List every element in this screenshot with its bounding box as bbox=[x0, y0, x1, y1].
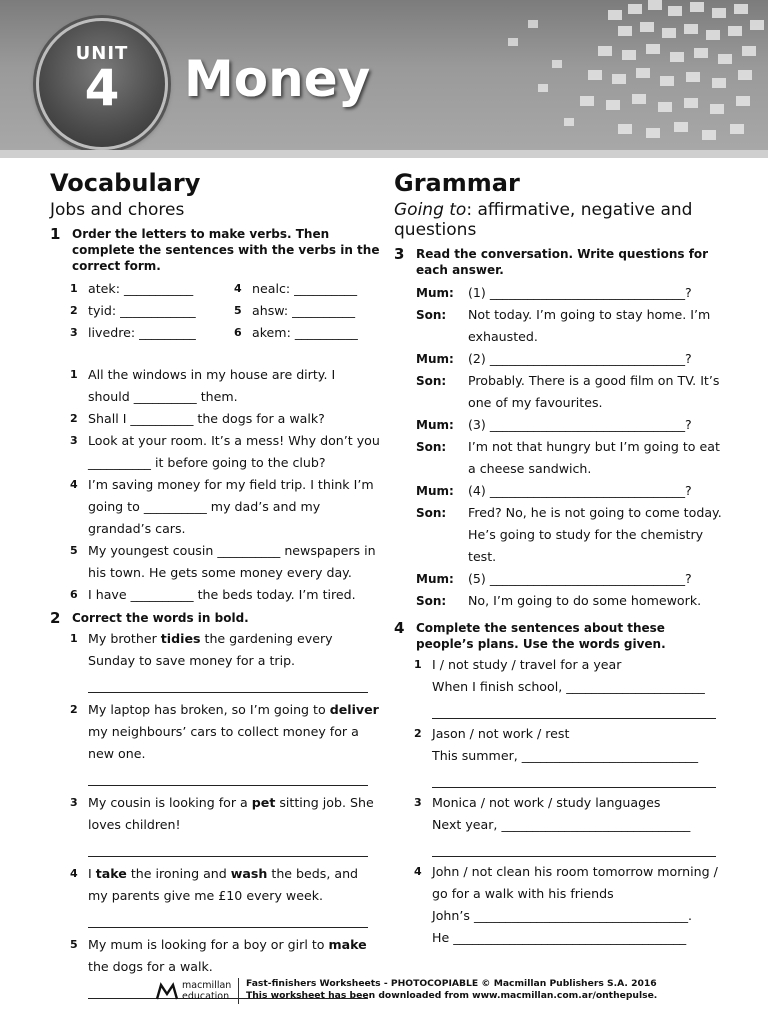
item-number: 5 bbox=[70, 938, 78, 951]
grammar-subtitle bbox=[394, 200, 724, 240]
macmillan-logo-icon bbox=[156, 982, 178, 1000]
anagram-item bbox=[70, 300, 234, 322]
anagram-item bbox=[70, 278, 234, 300]
anagram-text: atek: ___________ bbox=[88, 281, 194, 296]
logo-wordmark bbox=[182, 980, 231, 1002]
text-part: My cousin is looking for a bbox=[88, 795, 252, 810]
exercise-1-heading bbox=[50, 226, 380, 274]
text-part: the ironing and bbox=[126, 866, 231, 881]
plan-sentence-start: This summer, ____________________________ bbox=[432, 748, 699, 763]
unit-badge bbox=[36, 18, 168, 150]
download-line: This worksheet has been downloaded from www.macmillan.com.ar/onthepulse. bbox=[246, 990, 658, 1001]
item-number: 4 bbox=[414, 865, 422, 878]
plan-sentence-start: He _____________________________________ bbox=[432, 930, 687, 945]
dialog-line: (5) _______________________________? bbox=[468, 571, 692, 586]
text-part: My laptop has broken, so I’m going to bbox=[88, 702, 330, 717]
answer-line bbox=[432, 836, 716, 857]
mosaic-decoration bbox=[468, 0, 768, 152]
sentence-text: Shall I __________ the dogs for a walk? bbox=[88, 411, 325, 426]
bold-word: make bbox=[328, 937, 367, 952]
dialog-line: No, I’m going to do some homework. bbox=[468, 593, 702, 608]
correction-item bbox=[50, 792, 380, 836]
copyright-line: Fast-finishers Worksheets - PHOTOCOPIABLE © Macmillan Publishers S.A. 2016 bbox=[246, 978, 657, 989]
anagram-item bbox=[70, 322, 234, 344]
exercise-instruction: Correct the words in bold. bbox=[72, 611, 249, 625]
vocabulary-title: Vocabulary bbox=[50, 169, 201, 197]
item-number: 1 bbox=[70, 368, 78, 381]
item-number: 1 bbox=[70, 632, 78, 645]
anagram-item bbox=[234, 278, 384, 300]
exercise-3-heading bbox=[394, 246, 724, 278]
plan-cue: Monica / not work / study languages bbox=[432, 795, 661, 810]
text-part: the beds, and my parents give me £10 every week. bbox=[88, 866, 359, 903]
anagram-text: ahsw: __________ bbox=[252, 303, 356, 318]
anagram-text: nealc: __________ bbox=[252, 281, 358, 296]
dialog-line: (4) _______________________________? bbox=[468, 483, 692, 498]
exercise-number: 1 bbox=[50, 225, 61, 243]
macmillan-logo bbox=[156, 978, 236, 1004]
exercise-number: 3 bbox=[394, 245, 405, 263]
exercise-4-heading bbox=[394, 620, 724, 652]
item-number: 3 bbox=[70, 434, 78, 447]
exercise-instruction: Read the conversation. Write questions for each answer. bbox=[416, 247, 709, 277]
text-part: sitting job. She loves children! bbox=[88, 795, 374, 832]
answer-line bbox=[432, 767, 716, 788]
unit-number: 4 bbox=[84, 59, 120, 117]
plan-cue: I / not study / travel for a year bbox=[432, 657, 622, 672]
sentence-text: My youngest cousin __________ newspapers in his town. He gets some money every day. bbox=[88, 543, 376, 580]
grammar-title: Grammar bbox=[394, 169, 520, 197]
header-divider bbox=[0, 150, 768, 158]
correction-item bbox=[50, 628, 380, 672]
exercise-2-heading bbox=[50, 610, 380, 626]
dialog-line: (3) _______________________________? bbox=[468, 417, 692, 432]
item-number: 2 bbox=[70, 412, 78, 425]
answer-line bbox=[88, 765, 368, 786]
text-part: my neighbours’ cars to collect money for a new one. bbox=[88, 724, 359, 761]
bold-word: deliver bbox=[329, 702, 379, 717]
item-number: 1 bbox=[70, 282, 78, 295]
answer-line bbox=[88, 836, 368, 857]
item-number: 2 bbox=[70, 703, 78, 716]
speaker-label: Mum: bbox=[416, 418, 454, 432]
item-number: 6 bbox=[70, 588, 78, 601]
anagram-item bbox=[234, 322, 384, 344]
item-number: 4 bbox=[70, 867, 78, 880]
logo-line-1: macmillan bbox=[182, 980, 232, 991]
speaker-label: Mum: bbox=[416, 484, 454, 498]
anagram-text: akem: __________ bbox=[252, 325, 358, 340]
unit-label: UNIT bbox=[75, 43, 129, 64]
speaker-label: Mum: bbox=[416, 286, 454, 300]
sentence-text: Look at your room. It’s a mess! Why don’t you __________ it before going to the club? bbox=[88, 433, 380, 470]
subtitle-italic: Going to bbox=[394, 200, 467, 220]
answer-line bbox=[88, 672, 368, 693]
speaker-label: Son: bbox=[416, 374, 447, 388]
bold-word: tidies bbox=[160, 631, 201, 646]
footer-divider bbox=[238, 978, 239, 1004]
correction-item bbox=[50, 699, 380, 765]
page-footer bbox=[156, 978, 658, 1008]
text-part: My mum is looking for a boy or girl to bbox=[88, 937, 329, 952]
dialog-line: (2) _______________________________? bbox=[468, 351, 692, 366]
correction-item bbox=[50, 934, 380, 978]
answer-line bbox=[88, 907, 368, 928]
page-title: Money bbox=[184, 50, 371, 108]
sentence-item bbox=[50, 540, 380, 584]
plan-cue: John / not clean his room tomorrow morning / go for a walk with his friends bbox=[432, 864, 718, 901]
speaker-label: Mum: bbox=[416, 352, 454, 366]
anagram-text: livedre: _________ bbox=[88, 325, 196, 340]
exercise-instruction: Complete the sentences about these people’s plans. Use the words given. bbox=[416, 621, 666, 651]
item-number: 5 bbox=[234, 304, 242, 317]
sentence-text: I have __________ the beds today. I’m tired. bbox=[88, 587, 356, 602]
plan-item bbox=[394, 654, 724, 698]
bold-word: take bbox=[95, 866, 127, 881]
grammar-section bbox=[394, 166, 724, 949]
item-number: 4 bbox=[234, 282, 242, 295]
item-number: 1 bbox=[414, 658, 422, 671]
item-number: 5 bbox=[70, 544, 78, 557]
item-number: 3 bbox=[414, 796, 422, 809]
subtitle-rest: : affirmative, negative and questions bbox=[394, 200, 693, 240]
plan-item bbox=[394, 861, 724, 949]
item-number: 6 bbox=[234, 326, 242, 339]
plan-item bbox=[394, 792, 724, 836]
correction-item bbox=[50, 863, 380, 907]
item-number: 2 bbox=[414, 727, 422, 740]
sentence-item bbox=[50, 364, 380, 408]
text-part: the gardening every Sunday to save money for a trip. bbox=[88, 631, 333, 668]
speaker-label: Mum: bbox=[416, 572, 454, 586]
footer-text bbox=[246, 978, 657, 1002]
plan-cue: Jason / not work / rest bbox=[432, 726, 570, 741]
text-part: the dogs for a walk. bbox=[88, 959, 213, 974]
conversation bbox=[394, 282, 724, 612]
plan-sentence-start: John’s __________________________________. bbox=[432, 908, 693, 923]
dialog-line: (1) _______________________________? bbox=[468, 285, 692, 300]
answer-line bbox=[432, 698, 716, 719]
anagram-grid bbox=[50, 278, 380, 344]
dialog-line: Probably. There is a good film on TV. It’s one of my favourites. bbox=[468, 373, 720, 410]
sentence-item bbox=[50, 474, 380, 540]
unit-header-banner bbox=[0, 0, 768, 152]
dialog-line: Not today. I’m going to stay home. I’m exhausted. bbox=[468, 307, 711, 344]
sentence-item bbox=[50, 408, 380, 430]
anagram-text: tyid: ____________ bbox=[88, 303, 196, 318]
exercise-number: 4 bbox=[394, 619, 405, 637]
plan-item bbox=[394, 723, 724, 767]
speaker-label: Son: bbox=[416, 308, 447, 322]
anagram-item bbox=[234, 300, 384, 322]
item-number: 4 bbox=[70, 478, 78, 491]
plan-sentence-start: Next year, ______________________________ bbox=[432, 817, 691, 832]
item-number: 2 bbox=[70, 304, 78, 317]
sentence-item bbox=[50, 584, 380, 606]
logo-line-2: education bbox=[182, 991, 230, 1002]
exercise-instruction: Order the letters to make verbs. Then complete the sentences with the verbs in the correct form. bbox=[72, 227, 380, 273]
text-part: My brother bbox=[88, 631, 161, 646]
dialog-line: Fred? No, he is not going to come today. He’s going to study for the chemistry test. bbox=[468, 505, 722, 564]
vocabulary-section bbox=[50, 166, 380, 999]
bold-word: wash bbox=[230, 866, 268, 881]
sentence-text: All the windows in my house are dirty. I should __________ them. bbox=[88, 367, 336, 404]
item-number: 3 bbox=[70, 796, 78, 809]
dialog-line: I’m not that hungry but I’m going to eat a cheese sandwich. bbox=[468, 439, 720, 476]
sentence-item bbox=[50, 430, 380, 474]
plan-sentence-start: When I finish school, ______________________ bbox=[432, 679, 705, 694]
sentence-text: I’m saving money for my field trip. I think I’m going to __________ my dad’s and my grandad’s cars. bbox=[88, 477, 374, 536]
bold-word: pet bbox=[251, 795, 276, 810]
text-part: I bbox=[88, 866, 96, 881]
speaker-label: Son: bbox=[416, 440, 447, 454]
exercise-number: 2 bbox=[50, 609, 61, 627]
item-number: 3 bbox=[70, 326, 78, 339]
speaker-label: Son: bbox=[416, 506, 447, 520]
vocabulary-subtitle: Jobs and chores bbox=[50, 200, 185, 220]
speaker-label: Son: bbox=[416, 594, 447, 608]
